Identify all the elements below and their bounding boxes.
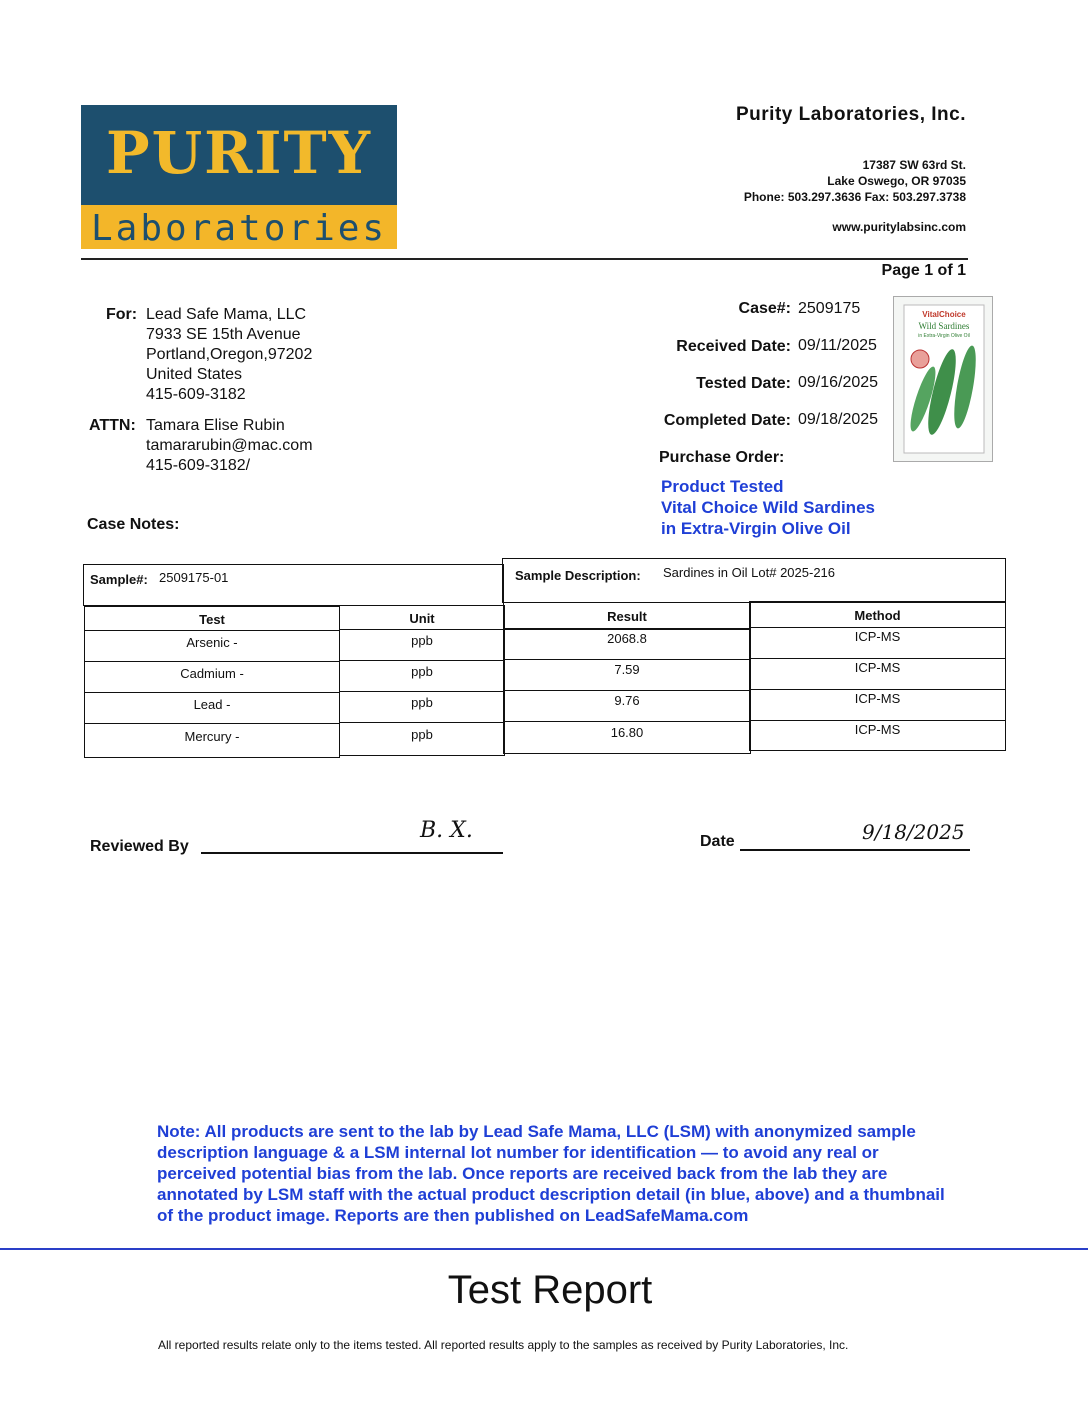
table-cell-unit: ppb [339, 691, 505, 723]
sample-description-value: Sardines in Oil Lot# 2025-216 [663, 565, 836, 580]
product-name: Vital Choice Wild Sardines [661, 498, 875, 517]
header-test: Test [84, 606, 340, 631]
reviewed-by-line [201, 852, 503, 854]
table-cell-unit: ppb [339, 629, 505, 661]
address-phone: Phone: 503.297.3636 Fax: 503.297.3738 [743, 190, 966, 204]
company-address [744, 157, 966, 205]
header-method: Method [749, 601, 1006, 628]
lsm-note: Note: All products are sent to the lab by Lead Safe Mama, LLC (LSM) with anonymized sample description language & a LSM internal lot number for identification — to avoid any real or perceived potential bias from the lab. Once reports are received back from the lab they are annotated by LSM staff with the actual product description detail (in blue, above) and a thumbnail of the product image. Reports are then published on LeadSafeMama.com [157, 1122, 945, 1225]
thumb-name: Wild Sardines [918, 321, 970, 331]
completed-date-value: 09/18/2025 [798, 411, 879, 428]
for-line: Lead Safe Mama, LLC [146, 306, 307, 323]
footer-disclaimer: All reported results relate only to the items tested. All reported results apply to the samples as received by Purity Laboratories, Inc. [158, 1338, 849, 1352]
product-tested-annotation [661, 476, 875, 539]
table-cell-test: Cadmium - [84, 661, 340, 693]
sample-description-label: Sample Description: [515, 568, 641, 583]
report-title: Test Report [447, 1268, 653, 1312]
completed-date-label: Completed Date: [663, 412, 791, 429]
sample-number-box [83, 564, 504, 606]
table-cell-method: ICP-MS [749, 689, 1006, 721]
thumb-sub: in Extra-Virgin Olive Oil [918, 333, 970, 339]
product-subname: in Extra-Virgin Olive Oil [661, 519, 851, 538]
tested-date-value: 09/16/2025 [798, 374, 879, 391]
address-street: 17387 SW 63rd St. [862, 158, 966, 172]
attn-label: ATTN: [89, 417, 136, 434]
table-cell-test: Lead - [84, 692, 340, 724]
table-cell-result: 16.80 [503, 721, 751, 754]
table-cell-result: 7.59 [503, 659, 751, 691]
header-unit: Unit [339, 605, 505, 630]
for-line: 7933 SE 15th Avenue [146, 326, 301, 343]
product-heading: Product Tested [661, 477, 784, 496]
attn-line: 415-609-3182/ [146, 457, 251, 474]
case-number-label: Case#: [738, 300, 791, 317]
reviewer-signature: B. X. [420, 818, 473, 843]
sample-number-label: Sample#: [90, 572, 148, 587]
date-label: Date [700, 833, 735, 850]
reviewed-by-label: Reviewed By [90, 838, 189, 855]
table-cell-result: 2068.8 [503, 628, 751, 660]
header-result: Result [503, 602, 751, 630]
product-thumbnail [893, 296, 993, 462]
case-notes-label: Case Notes: [87, 516, 180, 533]
page-number: Page 1 of 1 [881, 262, 966, 279]
table-cell-unit: ppb [339, 660, 505, 692]
table-cell-method: ICP-MS [749, 627, 1006, 659]
for-address-block [146, 305, 312, 405]
blue-divider [0, 1248, 1088, 1250]
table-cell-unit: ppb [339, 722, 505, 756]
table-cell-method: ICP-MS [749, 720, 1006, 751]
table-cell-test: Mercury - [84, 723, 340, 758]
attn-block [146, 416, 313, 476]
company-name: Purity Laboratories, Inc. [736, 104, 966, 125]
for-line: 415-609-3182 [146, 386, 246, 403]
header-divider [81, 258, 968, 260]
table-cell-method: ICP-MS [749, 658, 1006, 690]
logo-text-purity: PURITY [105, 119, 373, 187]
company-website: www.puritylabsinc.com [832, 220, 966, 234]
date-line [740, 849, 970, 851]
sample-description-box [502, 558, 1006, 603]
address-city: Lake Oswego, OR 97035 [827, 174, 966, 188]
purity-logo [81, 105, 397, 249]
for-line: United States [146, 366, 243, 383]
for-label: For: [106, 306, 138, 323]
attn-line: tamararubin@mac.com [146, 437, 313, 454]
sardine-can-image [894, 297, 992, 461]
case-number-value: 2509175 [798, 300, 861, 317]
table-cell-test: Arsenic - [84, 630, 340, 662]
purchase-order-label: Purchase Order: [659, 449, 785, 466]
sample-number-value: 2509175-01 [159, 570, 229, 585]
received-date-label: Received Date: [676, 338, 791, 355]
for-line: Portland,Oregon,97202 [146, 346, 313, 363]
logo-text-laboratories: Laboratories [91, 208, 388, 249]
table-cell-result: 9.76 [503, 690, 751, 722]
date-signature: 9/18/2025 [862, 820, 965, 844]
attn-line: Tamara Elise Rubin [146, 417, 285, 434]
received-date-value: 09/11/2025 [798, 337, 877, 354]
thumb-brand: VitalChoice [922, 310, 966, 319]
tested-date-label: Tested Date: [696, 375, 791, 392]
